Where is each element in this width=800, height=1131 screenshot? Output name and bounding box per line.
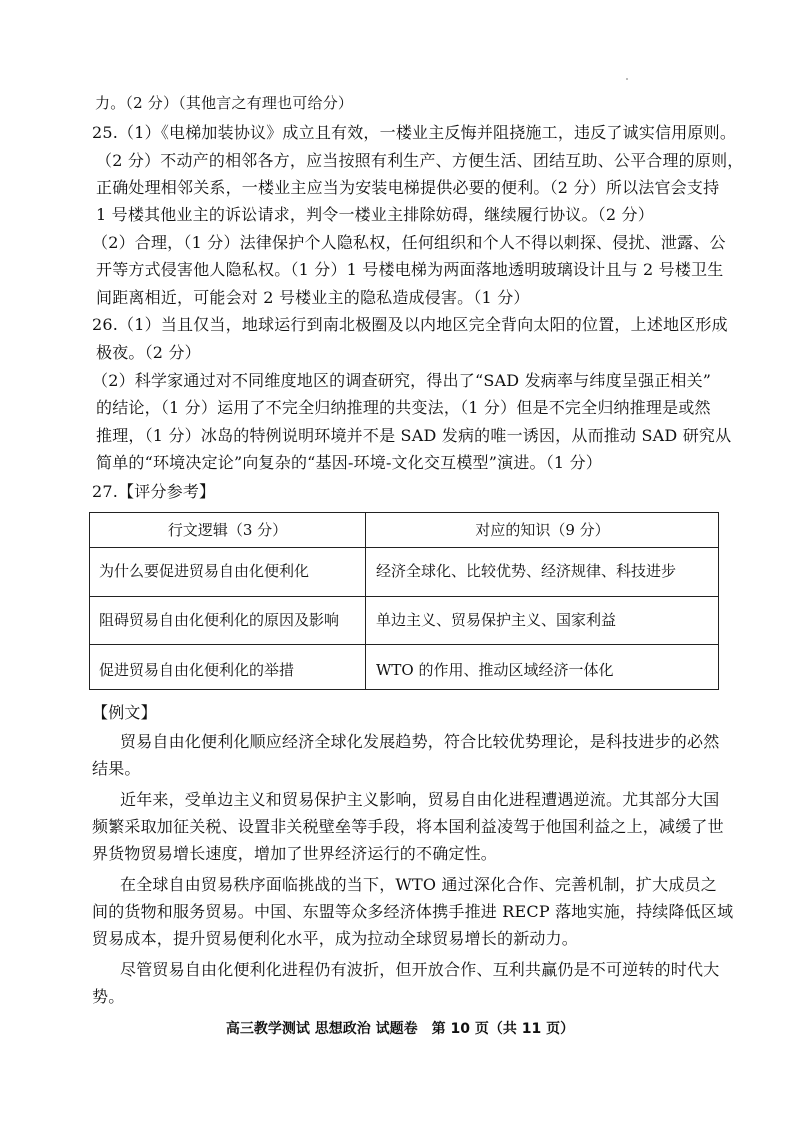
q26-line: 26.（1）当且仅当，地球运行到南北极圈及以内地区完全背向太阳的位置，上述地区形成	[92, 315, 728, 334]
essay-line: 间的货物和服务贸易。中国、东盟等众多经济体携手推进 RECP 落地实施，持续降低区域	[92, 902, 734, 921]
q27-heading: 27.【评分参考】	[92, 482, 216, 501]
q25-line: 开等方式侵害他人隐私权。（1 分）1 号楼电梯为两面落地透明玻璃设计且与 2 号楼卫生	[96, 260, 724, 279]
scan-speck	[626, 78, 628, 80]
table-cell: 促进贸易自由化便利化的举措	[99, 661, 295, 679]
q25-line: （2）合理，（1 分）法律保护个人隐私权，任何组织和个人不得以刺探、侵扰、泄露、公	[92, 233, 726, 252]
q25-line: 正确处理相邻关系，一楼业主应当为安装电梯提供必要的便利。（2 分）所以法官会支持	[96, 178, 720, 197]
table-divider	[90, 547, 718, 548]
table-header: 对应的知识（9 分）	[475, 521, 610, 539]
q26-line: 简单的“环境决定论”向复杂的“基因-环境-文化交互模型”演进。（1 分）	[96, 453, 602, 472]
essay-line: 结果。	[92, 759, 141, 778]
q26-line: 推理，（1 分）冰岛的特例说明环境并不是 SAD 发病的唯一诱因，从而推动 SAD 研究从	[96, 426, 732, 445]
essay-line: 贸易成本，提升贸易便利化水平，成为拉动全球贸易增长的新动力。	[92, 929, 579, 948]
q26-line: 的结论，（1 分）运用了不完全归纳推理的共变法，（1 分）但是不完全归纳推理是或然	[96, 398, 711, 417]
table-cell: 经济全球化、比较优势、经济规律、科技进步	[376, 562, 677, 580]
essay-line: 界货物贸易增长速度，增加了世界经济运行的不确定性。	[92, 844, 498, 863]
text-line: 力。（2 分）（其他言之有理也可给分）	[95, 94, 354, 112]
essay-line: 频繁采取加征关税、设置非关税壁垒等手段，将本国利益凌驾于他国利益之上，减缓了世	[92, 817, 724, 836]
essay-line: 在全球自由贸易秩序面临挑战的当下，WTO 通过深化合作、完善机制，扩大成员之	[120, 875, 717, 894]
q26-line: （2）科学家通过对不同维度地区的调查研究，得出了“SAD 发病率与纬度呈强正相关”	[92, 371, 712, 390]
table-divider	[90, 596, 718, 597]
essay-line: 势。	[92, 987, 125, 1006]
scoring-table	[89, 512, 719, 690]
q25-line: （2 分）不动产的相邻各方，应当按照有利生产、方便生活、团结互助、公平合理的原则，	[96, 151, 744, 170]
q25-line: 1 号楼其他业主的诉讼请求，判令一楼业主排除妨碍，继续履行协议。（2 分）	[96, 205, 654, 224]
table-cell: 为什么要促进贸易自由化便利化	[99, 562, 310, 580]
essay-line: 近年来，受单边主义和贸易保护主义影响，贸易自由化进程遭遇逆流。尤其部分大国	[120, 790, 720, 809]
table-header: 行文逻辑（3 分）	[167, 521, 288, 539]
q26-line: 极夜。（2 分）	[96, 343, 201, 362]
essay-line: 贸易自由化便利化顺应经济全球化发展趋势，符合比较优势理论，是科技进步的必然	[120, 732, 720, 751]
essay-line: 尽管贸易自由化便利化进程仍有波折，但开放合作、互利共赢仍是不可逆转的时代大	[120, 960, 720, 979]
table-cell: 单边主义、贸易保护主义、国家利益	[376, 611, 617, 629]
essay-heading: 【例文】	[92, 703, 157, 722]
table-divider	[90, 644, 718, 645]
q25-line: 25.（1）《电梯加装协议》成立且有效，一楼业主反悔并阻挠施工，违反了诚实信用原则。	[92, 123, 737, 142]
table-cell: WTO 的作用、推动区域经济一体化	[376, 661, 614, 679]
q25-line: 间距离相近，可能会对 2 号楼业主的隐私造成侵害。（1 分）	[96, 288, 530, 307]
table-cell: 阻碍贸易自由化便利化的原因及影响	[99, 611, 340, 629]
page-footer: 高三教学测试 思想政治 试题卷 第 10 页（共 11 页）	[225, 1021, 575, 1037]
